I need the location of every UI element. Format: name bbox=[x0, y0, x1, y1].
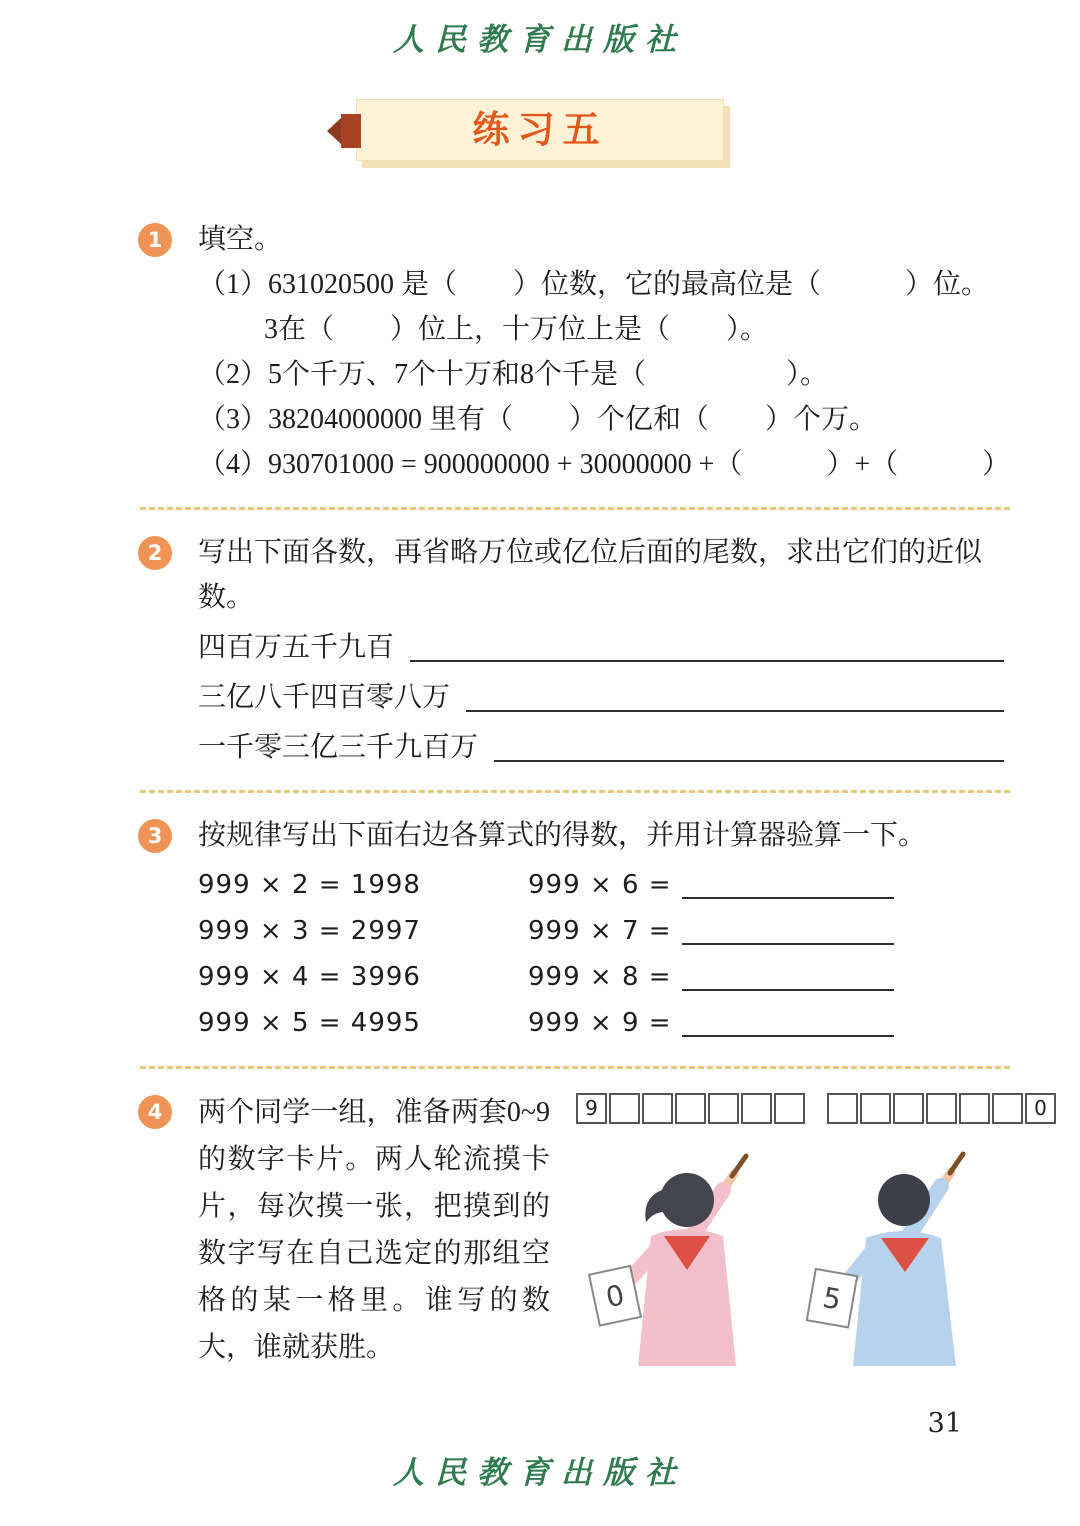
page-number: 31 bbox=[927, 1408, 962, 1439]
exercise-3-section bbox=[138, 813, 1010, 1046]
fill-row-1 bbox=[198, 620, 1010, 670]
page-title: 练习五 bbox=[472, 109, 608, 151]
exercise-4-illustration bbox=[576, 1089, 1058, 1384]
fill-row-2 bbox=[198, 670, 1010, 720]
exercise-1-item-1: （1）631020500 是（ ）位数，它的最高位是（ ）位。 bbox=[198, 269, 990, 300]
exercise-1-section bbox=[138, 217, 1010, 487]
divider-3 bbox=[140, 1066, 1010, 1069]
fill-label-1: 四百万五千九百 bbox=[198, 632, 395, 663]
answer-blank-2 bbox=[466, 710, 1004, 712]
page-content bbox=[0, 217, 1080, 1384]
divider-1 bbox=[140, 507, 1010, 510]
solved-equations-column bbox=[198, 862, 528, 1046]
fill-row-3 bbox=[198, 720, 1010, 770]
digit-cell bbox=[642, 1093, 673, 1124]
digit-cell bbox=[827, 1093, 858, 1124]
exercise-2-number-badge: 2 bbox=[138, 536, 172, 570]
exercise-4-number-badge: 4 bbox=[138, 1095, 172, 1129]
equation-unsolved-3-text: 999 × 8 = bbox=[528, 962, 672, 992]
digit-cell bbox=[860, 1093, 891, 1124]
equation-blank-4 bbox=[682, 1005, 894, 1037]
exercise-2-section bbox=[138, 530, 1010, 770]
digit-strip-left bbox=[576, 1093, 807, 1124]
equation-unsolved-4 bbox=[528, 1000, 894, 1046]
answer-blank-3 bbox=[494, 760, 1004, 762]
unsolved-equations-column bbox=[528, 862, 894, 1046]
digit-cell bbox=[609, 1093, 640, 1124]
children-illustration bbox=[576, 1138, 1058, 1384]
girl-card-value: 0 bbox=[602, 1278, 628, 1315]
fill-label-3: 一千零三亿三千九百万 bbox=[198, 732, 479, 763]
exercise-1-item-3: （3）38204000000 里有（ ）个亿和（ ）个万。 bbox=[198, 404, 878, 435]
exercise-3-intro: 按规律写出下面右边各算式的得数，并用计算器验算一下。 bbox=[198, 820, 927, 851]
answer-blank-1 bbox=[410, 660, 1004, 662]
digit-cell bbox=[774, 1093, 805, 1124]
equation-blank-1 bbox=[682, 867, 894, 899]
fill-label-2: 三亿八千四百零八万 bbox=[198, 682, 451, 713]
digit-cell bbox=[675, 1093, 706, 1124]
equation-unsolved-2-text: 999 × 7 = bbox=[528, 916, 672, 946]
equation-solved-4: 999 × 5 = 4995 bbox=[198, 1008, 421, 1038]
exercise-1-intro: 填空。 bbox=[198, 224, 283, 255]
equation-solved-3: 999 × 4 = 3996 bbox=[198, 962, 421, 992]
boy-card-value: 5 bbox=[820, 1280, 844, 1317]
exercise-1-item-4: （4）930701000 = 900000000 + 30000000 +（ ）+（ ） bbox=[198, 449, 1011, 480]
equation-unsolved-2 bbox=[528, 908, 894, 954]
digit-cell bbox=[992, 1093, 1023, 1124]
title-banner bbox=[356, 99, 724, 161]
publisher-logo-bottom: 人民教育出版社 bbox=[393, 1455, 687, 1491]
digit-cell bbox=[893, 1093, 924, 1124]
equation-unsolved-1-text: 999 × 6 = bbox=[528, 870, 672, 900]
equation-unsolved-1 bbox=[528, 862, 894, 908]
equation-unsolved-3 bbox=[528, 954, 894, 1000]
digit-strip-right bbox=[827, 1093, 1058, 1124]
digit-cell bbox=[926, 1093, 957, 1124]
equation-solved-1: 999 × 2 = 1998 bbox=[198, 870, 421, 900]
exercise-2-intro: 写出下面各数，再省略万位或亿位后面的尾数，求出它们的近似数。 bbox=[198, 537, 983, 613]
publisher-logo-top: 人民教育出版社 bbox=[393, 22, 687, 58]
digit-cell bbox=[741, 1093, 772, 1124]
digit-cell: 0 bbox=[1025, 1093, 1056, 1124]
exercise-3-number-badge: 3 bbox=[138, 819, 172, 853]
equation-solved-2: 999 × 3 = 2997 bbox=[198, 916, 421, 946]
equation-blank-2 bbox=[682, 913, 894, 945]
divider-2 bbox=[140, 790, 1010, 793]
girl-figure bbox=[589, 1156, 746, 1366]
digit-cell bbox=[708, 1093, 739, 1124]
equation-unsolved-4-text: 999 × 9 = bbox=[528, 1008, 672, 1038]
exercise-1-item-2: （2）5个千万、7个十万和8个千是（ ）。 bbox=[198, 359, 829, 390]
boy-figure bbox=[807, 1154, 963, 1366]
exercise-4-section bbox=[138, 1089, 1047, 1384]
exercise-1-item-1b: 3在（ ）位上，十万位上是（ ）。 bbox=[264, 314, 769, 345]
exercise-1-number-badge: 1 bbox=[138, 223, 172, 257]
digit-box-strip bbox=[576, 1093, 1058, 1124]
exercise-4-text: 两个同学一组，准备两套0~9的数字卡片。两人轮流摸卡片，每次摸一张，把摸到的数字写在自己选定的那组空格的某一格里。谁写的数大，谁就获胜。 bbox=[198, 1097, 550, 1363]
digit-cell: 9 bbox=[576, 1093, 607, 1124]
digit-cell bbox=[959, 1093, 990, 1124]
equation-blank-3 bbox=[682, 959, 894, 991]
pencil-icon bbox=[327, 112, 361, 155]
